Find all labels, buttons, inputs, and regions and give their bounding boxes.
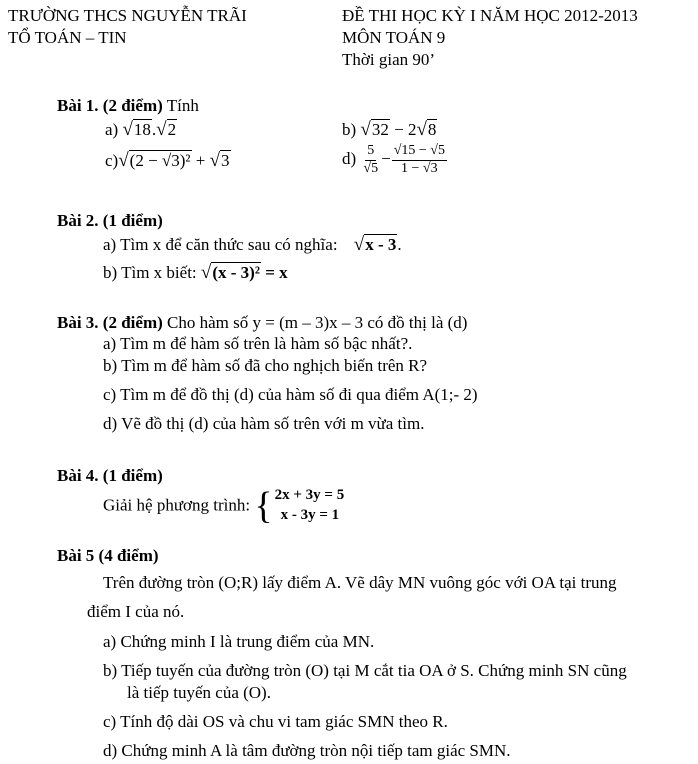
bai5-heading: Bài 5 (4 điểm) <box>57 546 159 565</box>
bai3-heading-line <box>57 313 467 333</box>
bai4-heading: Bài 4. (1 điểm) <box>57 466 163 485</box>
bai3-b: b) Tìm m để hàm số đã cho nghịch biến trên R? <box>103 356 428 375</box>
equation-1: 2x + 3y = 5 <box>274 487 345 503</box>
bai3-heading: Bài 3. (2 điểm) <box>57 313 163 332</box>
bai1-intro: Tính <box>162 96 199 115</box>
bai2-heading: Bài 2. (1 điểm) <box>57 211 163 230</box>
bai3-a: a) Tìm m để hàm số trên là hàm số bậc nhất?. <box>103 334 413 353</box>
equation-2: x - 3y = 1 <box>280 506 340 523</box>
bai5-b-1: b) Tiếp tuyến của đường tròn (O) tại M cắt tia OA ở S. Chứng minh SN cũng <box>103 661 627 680</box>
bai1-heading: Bài 1. (2 điểm) <box>57 96 163 115</box>
subject-title: MÔN TOÁN 9 <box>342 28 446 47</box>
bai4-system: Giải hệ phương trình: { 2x + 3y = 5 x - 3y = 1 <box>103 484 345 527</box>
bai5-c: c) Tính độ dài OS và chu vi tam giác SMN theo R. <box>103 712 448 731</box>
bai1-a: a) √18.√2 <box>105 119 177 140</box>
exam-duration: Thời gian 90’ <box>342 50 436 69</box>
school-name: TRƯỜNG THCS NGUYỄN TRÃI <box>8 6 247 25</box>
bai2-a: a) Tìm x để căn thức sau có nghĩa: √x - 3. <box>103 234 402 255</box>
bai3-d: d) Vẽ đồ thị (d) của hàm số trên với m vừa tìm. <box>103 414 425 433</box>
exam-title: ĐỀ THI HỌC KỲ I NĂM HỌC 2012-2013 <box>342 6 638 25</box>
bai4-intro: Giải hệ phương trình: <box>103 495 251 515</box>
bai5-intro-1: Trên đường tròn (O;R) lấy điểm A. Vẽ dây MN vuông góc với OA tại trung <box>103 573 617 592</box>
bai2-b: b) Tìm x biết: √(x - 3)² = x <box>103 262 288 283</box>
bai5-d: d) Chứng minh A là tâm đường tròn nội tiếp tam giác SMN. <box>103 741 511 760</box>
bai5-intro-2: điểm I của nó. <box>87 602 185 621</box>
bai1-d: d) $\frac{5}{√5}$ − $\frac{√15 - √5}{1 - √3}$ <box>342 143 445 176</box>
department-name: TỔ TOÁN – TIN <box>8 28 127 47</box>
bai3-c: c) Tìm m để đồ thị (d) của hàm số đi qua điểm A(1;- 2) <box>103 385 478 404</box>
bai5-b-2: là tiếp tuyến của (O). <box>127 683 271 702</box>
equation-system <box>275 486 345 525</box>
bai1-c: c)√(2 − √3)² + √3 <box>105 150 230 171</box>
bai1-heading-line <box>57 96 199 116</box>
bai1-b: b) √32 − 2√8 <box>342 119 437 140</box>
bai5-a: a) Chứng minh I là trung điểm của MN. <box>103 632 375 651</box>
bai3-intro: Cho hàm số y = (m – 3)x – 3 có đồ thị là (d) <box>162 313 468 332</box>
